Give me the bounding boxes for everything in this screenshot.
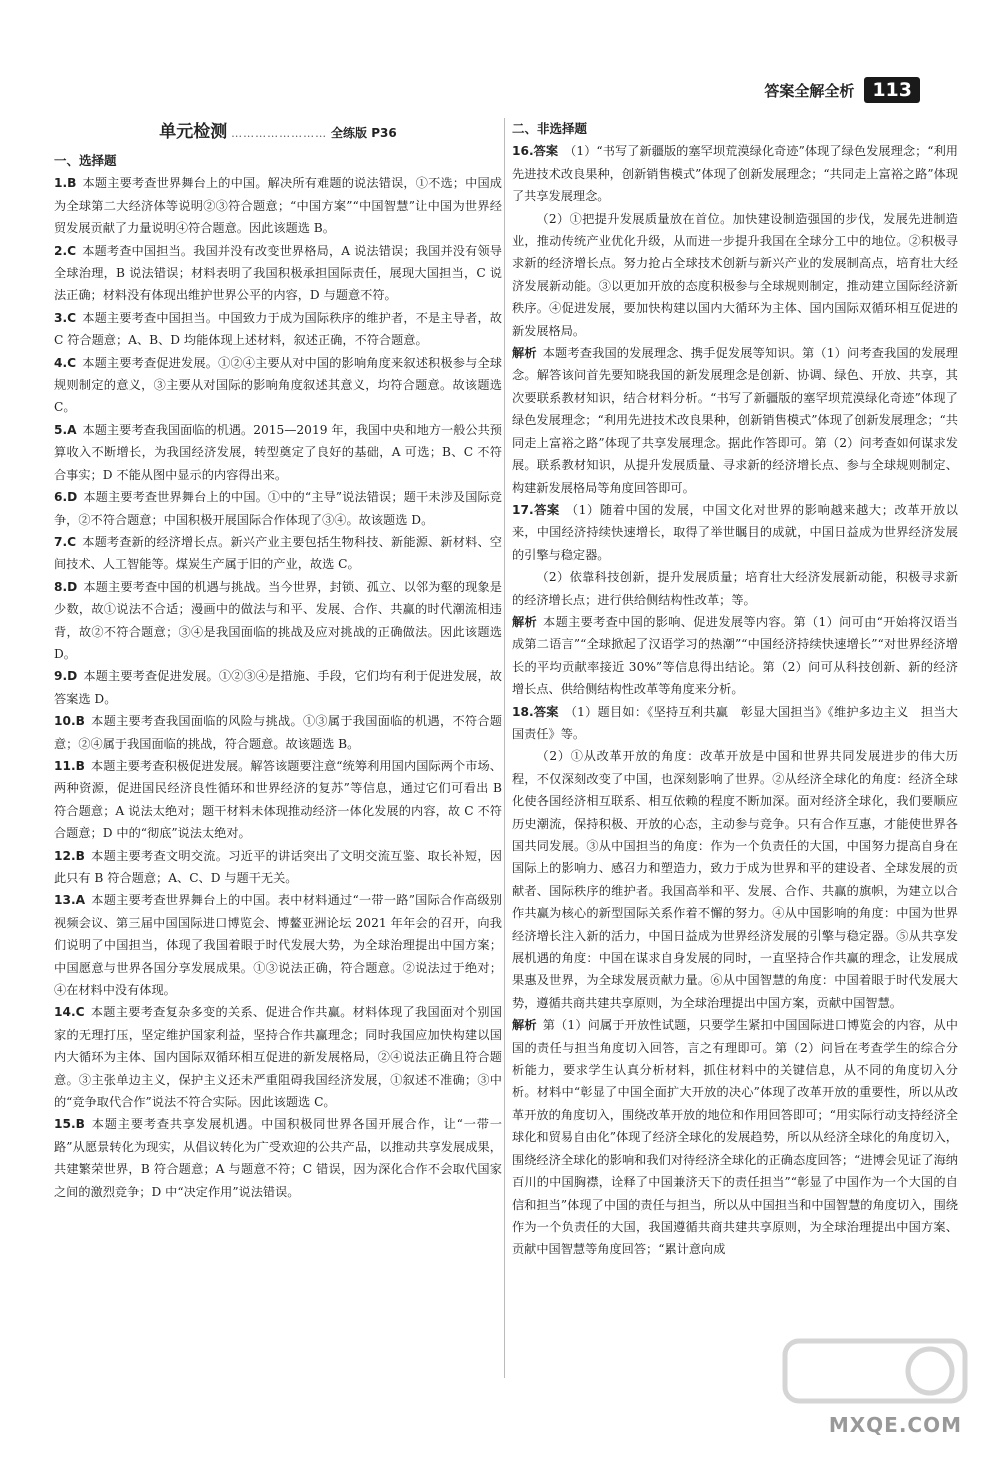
choice-question-item xyxy=(54,1113,502,1203)
q18-analysis xyxy=(512,1014,958,1260)
question-number: 11.B xyxy=(54,758,85,773)
choice-question-item xyxy=(54,1001,502,1113)
section-title-nonchoice: 二、非选择题 xyxy=(512,121,588,136)
choice-question-item xyxy=(54,531,502,576)
q16-analysis xyxy=(512,342,958,499)
left-column xyxy=(54,118,502,1203)
choice-question-item xyxy=(54,845,502,890)
question-number: 4.C xyxy=(54,355,77,370)
q18-analysis-text: 第（1）问属于开放性试题，只要学生紧扣中国国际进口博览会的内容，从中国的责任与担当角度切入回答，言之有理即可。第（2）问旨在考查学生的综合分析能力，要求学生认真分析材料，抓住材料中的关键信息，从不同的角度切入分析。材料中“彰显了中国全面扩大开放的决心”体现了改革开放的重要性，所以从改革开放的角度切入，围绕改革开放的地位和作用回答即可；“用实际行动支持经济全球化和贸易自由化”体现了经济全球化的发展趋势，所以从经济全球化的角度切入，围绕经济全球化的影响和我们对待经济全球化的正确态度回答；“进博会见证了海纳百川的中国胸襟，诠释了中国兼济天下的责任担当”“彰显了中国作为一个大国的自信和担当”体现了中国的责任与担当，所以从中国担当和中国智慧的角度切入，围绕作为一个负责任的大国，我国遵循共商共建共享原则，为全球治理提出中国方案、贡献中国智慧等角度回答；“累计意向成 xyxy=(512,1018,958,1257)
q18-answer-2: （2）①从改革开放的角度：改革开放是中国和世界共同发展进步的伟大历程，不仅深刻改变了中国，也深刻影响了世界。②从经济全球化的角度：经济全球化使各国经济相互联系、相互依赖的程度不断加深。面对经济全球化，我们要顺应历史潮流，保持积极、开放的心态，主动参与竞争。只有合作互惠，才能使世界各国共同发展。③从中国担当的角度：作为一个负责任的大国，中国努力提高自身在国际上的影响力、感召力和塑造力，致力于成为世界和平的建设者、全球发展的贡献者、国际秩序的维护者。我国高举和平、发展、合作、共赢的旗帜，为建立以合作共赢为核心的新型国际关系作着不懈的努力。④从中国影响的角度：中国为世界经济增长注入新的活力，中国日益成为世界经济发展的引擎与稳定器。⑤从共享发展机遇的角度：中国在谋求自身发展的同时，一直坚持合作共赢的理念，让发展成果惠及世界，为全球发展贡献力量。⑥从中国智慧的角度：中国着眼于时代发展大势，遵循共商共建共享原则，为全球治理提出中国方案，贡献中国智慧。 xyxy=(512,749,958,1010)
question-explanation: 本题考查新的经济增长点。新兴产业主要包括生物科技、新能源、新材料、空间技术、人工智能等。煤炭生产属于旧的产业，故选 C。 xyxy=(54,534,502,572)
question-explanation: 本题主要考查共享发展机遇。中国积极同世界各国开展合作，让“一带一路”从愿景转化为现实，从倡议转化为广受欢迎的公共产品，以推动共享发展成果，共建繁荣世界，B 符合题意；A 与题意不符；C 错误，因为深化合作不会取代国家之间的激烈竞争；D 中“决定作用”说法错误。 xyxy=(54,1117,502,1199)
unit-title: 单元检测 xyxy=(159,122,228,142)
q17-answer-2: （2）依靠科技创新，提升发展质量；培育壮大经济发展新动能，积极寻求新的经济增长点；进行供给侧结构性改革；等。 xyxy=(512,570,958,607)
question-number: 15.B xyxy=(54,1117,85,1132)
choice-question-item xyxy=(54,665,502,710)
question-16 xyxy=(512,140,958,499)
q17-analysis-text: 本题主要考查中国的影响、促进发展等内容。第（1）问可由“开始将汉语当成第二语言”“全球掀起了汉语学习的热潮”“中国经济持续快速增长”“对世界经济增长的平均贡献率接近 30%”等信息得出结论。第（2）问可从科技创新、新的经济增长点、供给侧结构性改革等角度来分析。 xyxy=(512,614,959,697)
q16-answer-1 xyxy=(512,140,958,207)
q16-number: 16.答案 xyxy=(512,144,559,159)
q17-analysis-tag: 解析 xyxy=(512,614,538,629)
q16-answer-2: （2）①把提升发展质量放在首位。加快建设制造强国的步伐，发展先进制造业，推动传统产业优化升级，从而进一步提升我国在全球分工中的地位。②积极寻求新的经济增长点。努力抢占全球技术创新与新兴产业的发展制高点，培育壮大经济发展新动能。③以更加开放的态度积极参与全球规则制定，推动建立国际经济新秩序。④促进发展，要加快构建以国内大循环为主体、国内国际双循环相互促进的新发展格局。 xyxy=(512,211,958,338)
question-number: 12.B xyxy=(54,848,85,863)
question-explanation: 本题主要考查积极促进发展。解答该题要注意“统筹利用国内国际两个市场、两种资源，促进国民经济良性循环和世界经济的复苏”等信息，通过它们可看出 B 符合题意；A 说法太绝对；题干材料未体现推动经济一体化发展的内容，故 C 不符合题意；D 中的“彻底”说法太绝对。 xyxy=(54,758,502,841)
question-explanation: 本题主要考查文明交流。习近平的讲话突出了文明交流互鉴、取长补短，因此只有 B 符合题意；A、C、D 与题干无关。 xyxy=(54,848,502,885)
page-number: 113 xyxy=(864,77,920,103)
question-number: 2.C xyxy=(54,243,77,258)
question-number: 7.C xyxy=(54,534,77,549)
q17-number: 17.答案 xyxy=(512,502,560,517)
choice-question-item xyxy=(54,576,502,666)
question-number: 14.C xyxy=(54,1005,85,1020)
question-explanation: 本题主要考查世界舞台上的中国。解决所有难题的说法错误，①不选；中国成为全球第二大经济体等说明②③符合题意；“中国方案”“中国智慧”让中国为世界经贸发展贡献了力量说明④符合题意。因此该题选 B。 xyxy=(54,176,502,236)
choice-question-item xyxy=(54,307,502,352)
question-number: 6.D xyxy=(54,490,78,505)
right-column xyxy=(512,118,958,1261)
q18-answer-text-1: （1）题目如：《坚持互利共赢 彰显大国担当》《维护多边主义 担当大国责任》等。 xyxy=(512,704,958,741)
choice-question-list xyxy=(54,172,502,1203)
q18-analysis-tag: 解析 xyxy=(512,1018,537,1033)
choice-question-item xyxy=(54,755,502,845)
question-explanation: 本题主要考查世界舞台上的中国。①中的“主导”说法错误；题干未涉及国际竞争，②不符合题意；中国积极开展国际合作体现了③④。故该题选 D。 xyxy=(54,490,502,527)
q16-answer-text-1: （1）“书写了新疆版的塞罕坝荒漠绿化奇迹”体现了绿色发展理念；“利用先进技术改良果种，创新销售模式”体现了创新发展理念；“共同走上富裕之路”体现了共享发展理念。 xyxy=(512,144,958,204)
question-explanation: 本题主要考查中国担当。中国致力于成为国际秩序的维护者，不是主导者，故 C 符合题意；A、B、D 均能体现上述材料，叙述正确，不符合题意。 xyxy=(54,310,502,348)
choice-question-item xyxy=(54,889,502,1001)
column-divider xyxy=(504,118,505,1378)
q16-analysis-text: 本题考查我国的发展理念、携手促发展等知识。第（1）问考查我国的发展理念。解答该问首先要知晓我国的新发展理念是创新、协调、绿色、开放、共享，其次要联系教材知识，结合材料分析。“书写了新疆版的塞罕坝荒漠绿化奇迹”体现了绿色发展理念；“利用先进技术改良果种，创新销售模式”体现了创新发展理念；“共同走上富裕之路”体现了共享发展理念。据此作答即可。第（2）问考查如何谋求发展。联系教材知识，从提升发展质量、寻求新的经济增长点、参与全球规则制定、构建新发展格局等角度回答即可。 xyxy=(512,346,958,495)
q17-analysis xyxy=(512,611,958,701)
watermark-text: MXQE.COM xyxy=(828,1413,962,1437)
question-explanation: 本题主要考查复杂多变的关系、促进合作共赢。材料体现了我国面对个别国家的无理打压，坚定维护国家利益，坚持合作共赢理念；同时我国应加快构建以国内大循环为主体、国内国际双循环相互促进的新发展格局，②④说法正确且符合题意。③主张单边主义，保护主义还未严重阻碍我国经济发展，①叙述不准确；③中的“竞争取代合作”说法不符合实际。因此该题选 C。 xyxy=(54,1005,502,1110)
question-number: 10.B xyxy=(54,714,85,729)
q18-number: 18.答案 xyxy=(512,704,559,719)
question-explanation: 本题主要考查促进发展。①②③④是措施、手段，它们均有利于促进发展，故答案选 D。 xyxy=(54,669,502,706)
choice-question-item xyxy=(54,710,502,755)
question-number: 9.D xyxy=(54,669,78,684)
question-explanation: 本题考查中国担当。我国并没有改变世界格局，A 说法错误；我国并没有领导全球治理，B 说法错误；材料表明了我国积极承担国际责任，展现大国担当，C 说法正确；材料没有体现出维护世界公平的内容，D 与题意不符。 xyxy=(54,243,502,303)
q16-analysis-tag: 解析 xyxy=(512,346,537,361)
question-number: 3.C xyxy=(54,310,77,325)
q17-answer-text-1: （1）随着中国的发展，中国文化对世界的影响越来越大；改革开放以来，中国经济持续快速增长，取得了举世瞩目的成就，中国日益成为世界经济发展的引擎与稳定器。 xyxy=(512,502,958,562)
choice-question-item xyxy=(54,172,502,239)
question-explanation: 本题主要考查促进发展。①②④主要从对中国的影响角度来叙述积极参与全球规则制定的意义，③主要从对国际的影响角度叙述其意义，均符合题意。故该题选 C。 xyxy=(54,355,502,415)
q18-answer-1 xyxy=(512,701,958,746)
header-title: 答案全解全析 xyxy=(764,81,855,100)
choice-question-item xyxy=(54,419,502,486)
choice-question-item xyxy=(54,486,502,531)
question-number: 8.D xyxy=(54,579,78,594)
question-explanation: 本题主要考查世界舞台上的中国。表中材料通过“一带一路”国际合作高级别视频会议、第三届中国国际进口博览会、博鳌亚洲论坛 2021 年年会的召开，向我们说明了中国担当，体现了我国着眼于时代发展大势，为全球治理提出中国方案；中国愿意与世界各国分享发展成果。①③说法正确，符合题意。②说法过于绝对；④在材料中没有体现。 xyxy=(54,893,502,998)
unit-heading xyxy=(54,118,502,146)
q17-answer-1 xyxy=(512,499,958,566)
choice-question-item xyxy=(54,352,502,419)
question-number: 13.A xyxy=(54,893,86,908)
section-title-choice: 一、选择题 xyxy=(54,153,117,168)
question-explanation: 本题主要考查中国的机遇与挑战。当今世界，封锁、孤立、以邻为壑的现象是少数，故①说法不合适；漫画中的做法与和平、发展、合作、共赢的时代潮流相违背，故②不符合题意；③④是我国面临的挑战及应对挑战的正确做法。因此该题选 D。 xyxy=(54,579,502,661)
question-explanation: 本题主要考查我国面临的机遇。2015—2019 年，我国中央和地方一般公共预算收入不断增长，为我国经济发展，转型奠定了良好的基础，A 可选；B、C 不符合事实；D 不能从图中显示的内容得出来。 xyxy=(54,422,502,482)
choice-question-item xyxy=(54,240,502,307)
unit-reference: 全练版 P36 xyxy=(331,126,397,140)
question-18 xyxy=(512,701,958,1261)
question-number: 1.B xyxy=(54,176,77,191)
question-explanation: 本题主要考查我国面临的风险与挑战。①③属于我国面临的机遇，不符合题意；②④属于我国面临的挑战，符合题意。故该题选 B。 xyxy=(54,714,502,751)
question-number: 5.A xyxy=(54,422,77,437)
unit-dots: …………………… xyxy=(231,127,328,140)
question-17 xyxy=(512,499,958,701)
page-header xyxy=(764,72,920,108)
